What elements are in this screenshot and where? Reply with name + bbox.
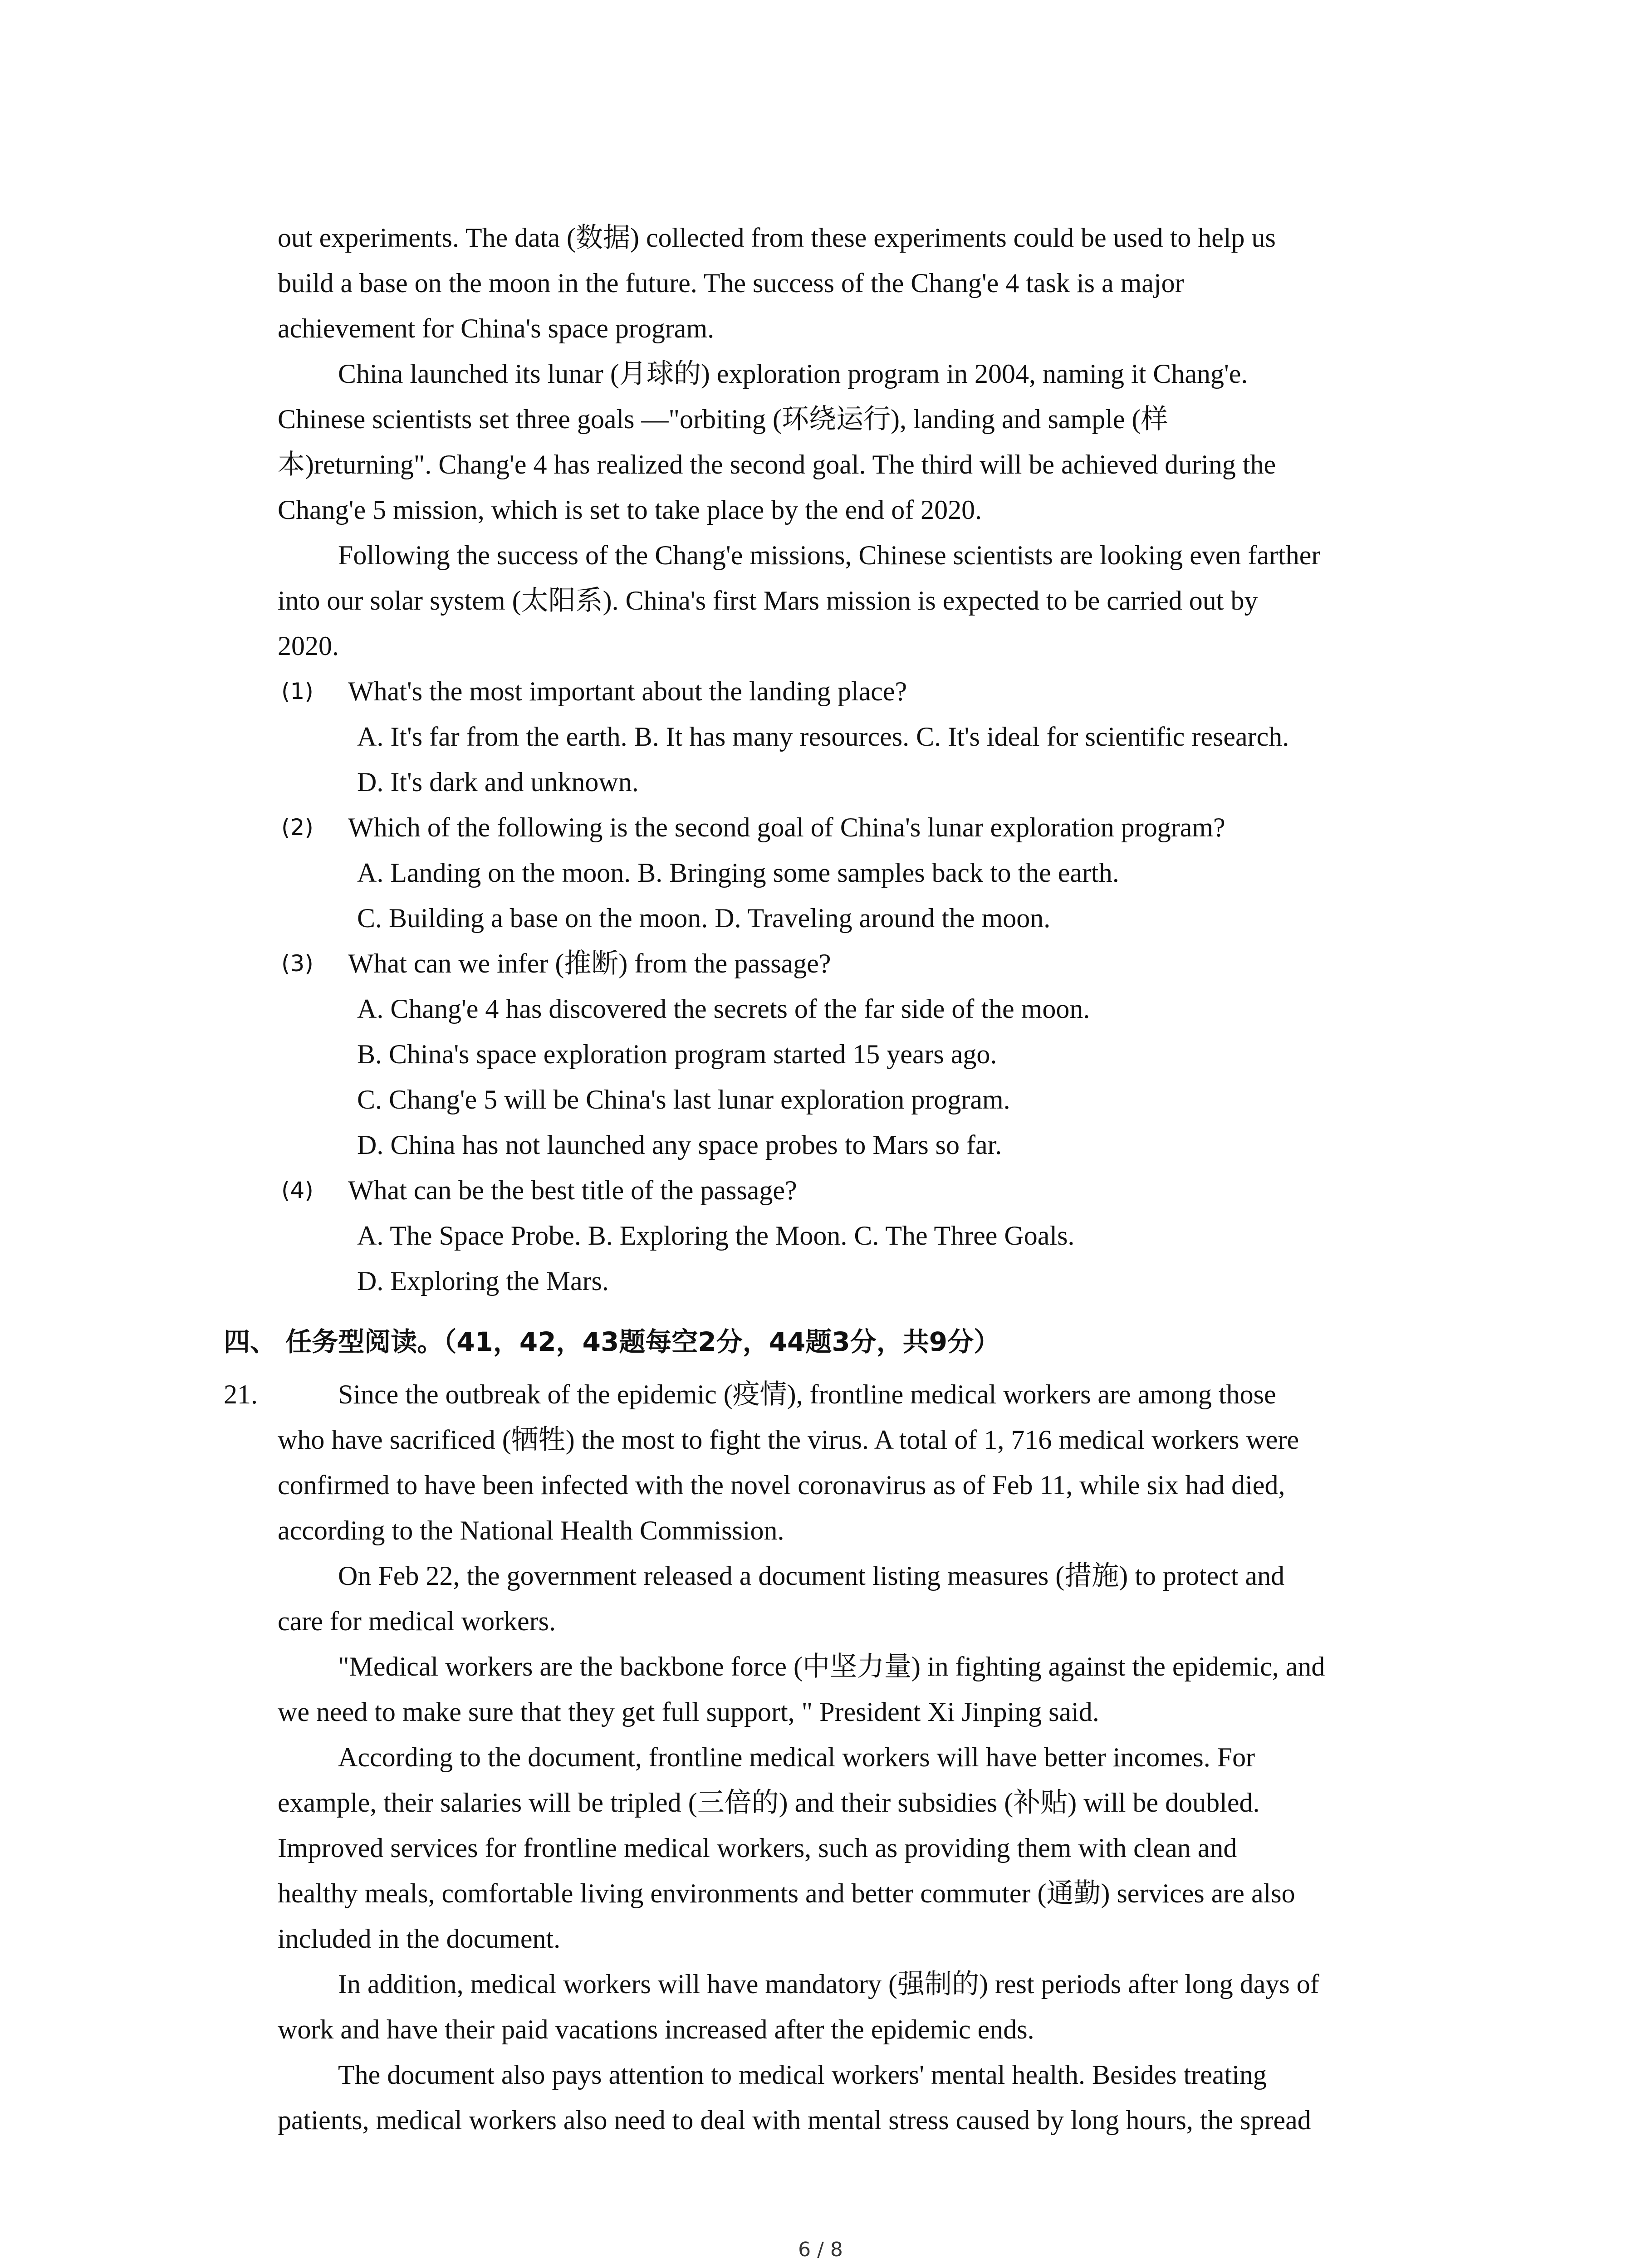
passage-line: Following the success of the Chang'e missions, Chinese scientists are looking even farther — [338, 540, 1321, 570]
question-options: B. China's space exploration program started 15 years ago. — [357, 1039, 997, 1069]
passage-line: we need to make sure that they get full support, " President Xi Jinping said. — [278, 1697, 1099, 1727]
passage-line: The document also pays attention to medical workers' mental health. Besides treating — [338, 2060, 1267, 2090]
question-options: A. It's far from the earth. B. It has many resources. C. It's ideal for scientific research. — [357, 722, 1289, 752]
question-stem: What can be the best title of the passage? — [348, 1175, 797, 1205]
passage-line: 2020. — [278, 631, 339, 661]
section-heading: 四、 任务型阅读。（41，42，43题每空2分，44题3分，共9分） — [224, 1326, 1000, 1357]
question-options: C. Chang'e 5 will be China's last lunar exploration program. — [357, 1085, 1010, 1114]
passage-line: example, their salaries will be tripled (三倍的) and their subsidies (补贴) will be doubled. — [278, 1788, 1260, 1818]
passage-line: according to the National Health Commission. — [278, 1515, 784, 1545]
passage-line: China launched its lunar (月球的) exploration program in 2004, naming it Chang'e. — [338, 359, 1248, 389]
question-options: A. Chang'e 4 has discovered the secrets of the far side of the moon. — [357, 994, 1090, 1024]
passage-line: "Medical workers are the backbone force (中坚力量) in fighting against the epidemic, and — [338, 1652, 1325, 1681]
question-number: (1) — [281, 678, 314, 704]
question-options: C. Building a base on the moon. D. Traveling around the moon. — [357, 903, 1051, 933]
passage-line: care for medical workers. — [278, 1606, 556, 1636]
passage-line: patients, medical workers also need to deal with mental stress caused by long hours, the spread — [278, 2105, 1311, 2135]
passage-line: out experiments. The data (数据) collected from these experiments could be used to help us — [278, 223, 1276, 253]
passage-line: Chinese scientists set three goals —"orbiting (环绕运行), landing and sample (样 — [278, 404, 1168, 434]
question-number: (3) — [281, 950, 314, 977]
passage-line: work and have their paid vacations increased after the epidemic ends. — [278, 2014, 1034, 2044]
passage-line: achievement for China's space program. — [278, 313, 715, 343]
passage-line: Since the outbreak of the epidemic (疫情), frontline medical workers are among those — [338, 1379, 1276, 1409]
passage-line: into our solar system (太阳系). China's first Mars mission is expected to be carried out by — [278, 586, 1258, 616]
question-options: A. The Space Probe. B. Exploring the Moon. C. The Three Goals. — [357, 1221, 1075, 1251]
question-number: (2) — [281, 814, 314, 841]
question-options: D. Exploring the Mars. — [357, 1266, 609, 1296]
passage-line: healthy meals, comfortable living environments and better commuter (通勤) services are also — [278, 1878, 1295, 1908]
passage-line: According to the document, frontline medical workers will have better incomes. For — [338, 1742, 1255, 1772]
passage-line: included in the document. — [278, 1924, 561, 1954]
question-stem: What's the most important about the landing place? — [348, 676, 907, 706]
passage-line: Chang'e 5 mission, which is set to take place by the end of 2020. — [278, 495, 982, 525]
passage-line: build a base on the moon in the future. The success of the Chang'e 4 task is a major — [278, 268, 1184, 298]
question-options: A. Landing on the moon. B. Bringing some samples back to the earth. — [357, 858, 1119, 888]
passage-line: Improved services for frontline medical workers, such as providing them with clean and — [278, 1833, 1237, 1863]
passage-line: 本)returning". Chang'e 4 has realized the second goal. The third will be achieved during the — [278, 450, 1276, 479]
question-stem: What can we infer (推断) from the passage? — [348, 948, 831, 978]
item-number: 21. — [224, 1379, 258, 1409]
passage-line: confirmed to have been infected with the novel coronavirus as of Feb 11, while six had died, — [278, 1470, 1285, 1500]
passage-line: In addition, medical workers will have mandatory (强制的) rest periods after long days of — [338, 1969, 1319, 1999]
question-number: (4) — [281, 1177, 314, 1203]
question-options: D. It's dark and unknown. — [357, 767, 639, 797]
passage-line: who have sacrificed (牺牲) the most to fight the virus. A total of 1, 716 medical workers were — [278, 1425, 1299, 1455]
question-stem: Which of the following is the second goal of China's lunar exploration program? — [348, 812, 1225, 842]
page-number: 6 / 8 — [798, 2238, 843, 2261]
question-options: D. China has not launched any space probes to Mars so far. — [357, 1130, 1002, 1160]
passage-line: On Feb 22, the government released a document listing measures (措施) to protect and — [338, 1561, 1285, 1591]
